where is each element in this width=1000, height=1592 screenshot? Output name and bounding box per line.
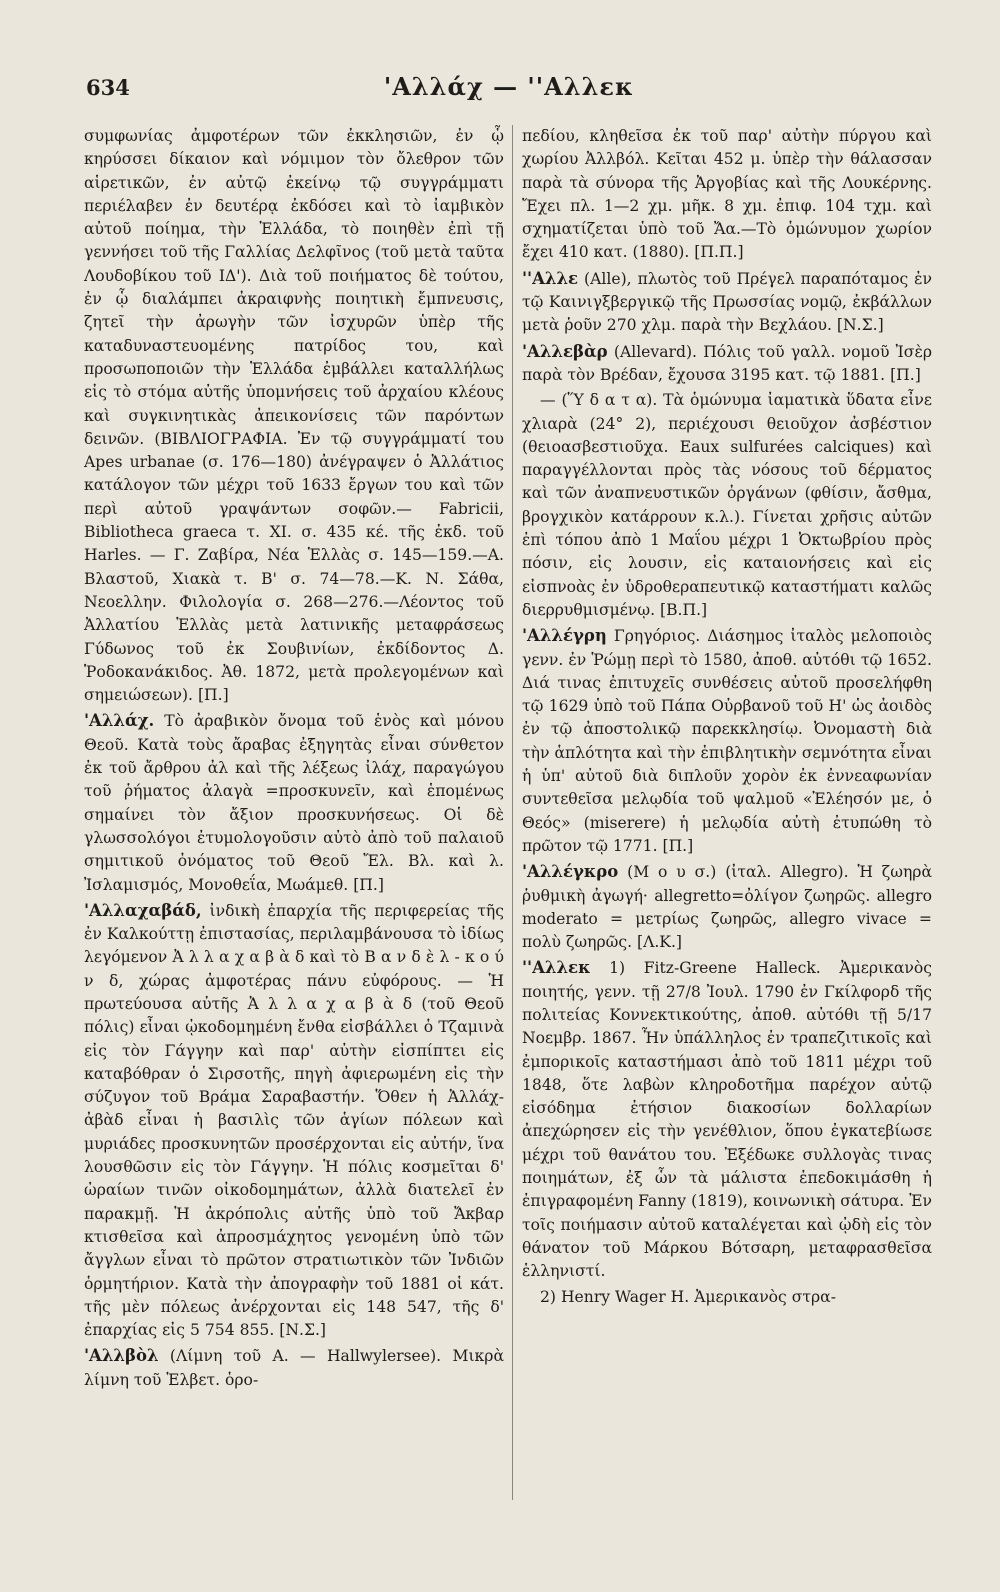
- entry-allevard-waters: [522, 389, 932, 622]
- right-column: [522, 125, 932, 1309]
- entry-text: πεδίου, κληθεῖσα ἐκ τοῦ παρ' αὐτὴν πύργου καὶ χωρίου Ἀλλβόλ. Κεῖται 452 μ. ὑπὲρ τὴν θάλασσαν παρὰ τὰ σύνορα τῆς Ἀργοβίας καὶ τῆς Λουκέρνης. Ἔχει πλ. 1—2 χμ. μῆκ. 8 χμ. ἐπιφ. 104 τχμ. καὶ σχηματίζεται ὑπὸ τοῦ Ἄα.—Τὸ ὁμώνυμον χωρίον ἔχει 410 κατ. (1880). [Π.Π.]: [522, 127, 932, 262]
- entry-continuation: [522, 125, 932, 265]
- left-column: [84, 125, 504, 1392]
- entry-alle: [522, 267, 932, 338]
- page-number: 634: [86, 75, 130, 100]
- entry-halleck-2: [522, 1286, 932, 1309]
- entry-headword: 'Αλλέγρη: [522, 626, 607, 646]
- entry-text: — (Ὕ δ α τ α). Τὰ ὁμώνυμα ἰαματικὰ ὕδατα εἶνε χλιαρὰ (24° 2), περιέχουσι θειοῦχον ἀσβέστιον (θειοασβεστιοῦχα. Eaux sulfurées calciques) καὶ παραγγέλλονται πρὸς τὰς νόσους τοῦ δέρματος καὶ τῶν ἀναπνευστικῶν ὀργάνων (φθίσιν, ἄσθμα, βρογχικὸν κατάρρουν κ.λ.). Γίνεται χρῆσις αὐτῶν ἐπὶ τόπου ἀπὸ 1 Μαΐου μέχρι 1 Ὀκτωβρίου πρὸς πόσιν, εἰς λουσιν, εἰς καταιονήσεις καὶ εἰς εἰσπνοὰς ἐν ὑδροθεραπευτικῷ καταστήματι καλῶς διερρυθμισμένῳ. [Β.Π.]: [522, 391, 932, 619]
- entry-headword: 'Αλλβὸλ: [84, 1346, 159, 1366]
- running-head: 'Αλλάχ — ''Αλλεκ: [383, 72, 634, 101]
- entry-allbol: [84, 1344, 504, 1392]
- entry-text: Τὸ ἀραβικὸν ὄνομα τοῦ ἑνὸς καὶ μόνου Θεοῦ. Κατὰ τοὺς ἄραβας ἐξηγητὰς εἶναι σύνθετον ἐκ τοῦ ἄρθρου ἀλ καὶ τῆς λέξεως ἰλάχ, παραγώγου τοῦ ῥήματος ἀλαγὰ =προσκυνεῖν, καὶ ἑπομένως σημαίνει τὸν ἄξιον προσκυνήσεως. Οἱ δὲ γλωσσολόγοι ἐτυμολογοῦσιν αὐτὸ ἀπὸ τοῦ παλαιοῦ σημιτικοῦ ὀνόματος τοῦ Θεοῦ Ἔλ. Βλ. καὶ λ. Ἰσλαμισμός, Μονοθεΐα, Μωάμεθ. [Π.]: [84, 712, 504, 894]
- entry-text: (Allevard). Πόλις τοῦ γαλλ. νομοῦ Ἰσὲρ παρὰ τὸν Βρέδαν, ἔχουσα 3195 κατ. τῷ 1881. [Π.]: [522, 342, 932, 384]
- entry-allegri: [522, 624, 932, 858]
- page-header: [86, 72, 928, 106]
- entry-headword: 'Αλλαχαβάδ,: [84, 900, 202, 920]
- entry-allevard: [522, 340, 932, 388]
- entry-text: 1) Fitz-Greene Halleck. Ἀμερικανὸς ποιητής, γενν. τῇ 27/8 Ἰουλ. 1790 ἐν Γκίλφορδ τῆς πολιτείας Κοννεκτικούτης, ἀποθ. αὐτόθι τῇ 5/17 Νοεμβρ. 1867. Ἦν ὑπάλληλος ἐν τραπεζιτικοῖς καὶ ἐμπορικοῖς καταστήμασι ἀπὸ τοῦ 1811 μέχρι τοῦ 1848, ὅτε λαβὼν κληροδοτῆμα παρέχον αὐτῷ εἰσόδημα ἐτήσιον διακοσίων δολλαρίων ἀπεχώρησεν εἰς τὴν γενέθλιον, ὅπου ἐγκατεβίωσε μέχρι τοῦ θανάτου του. Ἐξέδωκε συλλογὰς τινας ποιημάτων, ἐξ ὧν τὰ μάλιστα ἐπεδοκιμάσθη ἡ ἐπιγραφομένη Fanny (1819), κοινωνικὴ σάτυρα. Ἐν τοῖς ποιήμασιν αὐτοῦ καταλέγεται καὶ ᾠδὴ εἰς τὸν θάνατον τοῦ Μάρκου Βότσαρη, μεταφρασθεῖσα ἑλληνιστί.: [522, 959, 932, 1281]
- entry-allachabad: [84, 899, 504, 1343]
- entry-headword: ''Αλλε: [522, 268, 579, 288]
- entry-allach: [84, 709, 504, 896]
- entry-headword: 'Αλλέγκρο: [522, 862, 619, 882]
- entry-headword: ''Αλλεκ: [522, 958, 591, 978]
- entry-text: (Λίμνη τοῦ Α. — Hallwylersee). Μικρὰ λίμνη τοῦ Ἑλβετ. ὁρο-: [84, 1347, 504, 1389]
- entry-text: (Μ ο υ σ.) (ἰταλ. Allegro). Ἡ ζωηρὰ ῥυθμικὴ ἀγωγή· allegretto=ὀλίγον ζωηρῶς. allegro moderato = μετρίως ζωηρῶς, allegro vivace = πολὺ ζωηρῶς. [Λ.Κ.]: [522, 863, 932, 952]
- entry-continuation: [84, 125, 504, 707]
- entry-text: (Alle), πλωτὸς τοῦ Πρέγελ παραπόταμος ἐν τῷ Καινιγξβεργικῷ τῆς Πρωσσίας νομῷ, ἐκβάλλων μετὰ ῥοῦν 270 χλμ. παρὰ τὴν Βεχλάου. [Ν.Σ.]: [522, 269, 932, 335]
- entry-allegro: [522, 860, 932, 954]
- entry-text: ἰνδικὴ ἐπαρχία τῆς περιφερείας τῆς ἐν Καλκούττῃ ἐπιστασίας, περιλαμβάνουσα τὸ ἰδίως λεγόμενον Ἀ λ λ α χ α β ὰ δ καὶ τὸ Β α ν δ ὲ λ - κ ο ύ ν δ, χώρας ἀμφοτέρας πάνυ εὐφόρους. — Ἡ πρωτεύουσα αὐτῆς Ἀ λ λ α χ α β ὰ δ (τοῦ Θεοῦ πόλις) εἶναι ᾠκοδομημένη ἔνθα εἰσβάλλει ὁ Τζαμινὰ εἰς τὸν Γάγγην καὶ παρ' αὐτὴν εἰσπίπτει εἰς καταβόθραν ὁ Σιρσοτῆς, πηγὴ ἀφιερωμένη εἰς τὴν σύζυγον τοῦ Βράμα Σαραβαστήν. Ὅθεν ἡ Ἀλλάχ-ἀβὰδ εἶναι ἡ βασιλὶς τῶν ἁγίων πόλεων καὶ μυριάδες προσκυνητῶν προσέρχονται εἰς αὐτήν, ἵνα λουσθῶσιν εἰς τὸν Γάγγην. Ἡ πόλις κοσμεῖται δ' ὡραίων τινῶν οἰκοδομημάτων, ἀλλὰ διατελεῖ ἐν παρακμῇ. Ἡ ἀκρόπολις αὐτῆς ὑπὸ τοῦ Ἄκβαρ κτισθεῖσα καὶ ἀπροσμάχητος γενομένη ὑπὸ τῶν ἄγγλων εἶναι τὸ πρῶτον στρατιωτικὸν τῶν Ἰνδιῶν ὁρμητήριον. Κατὰ τὴν ἀπογραφὴν τοῦ 1881 οἱ κάτ. τῆς μὲν πόλεως ἀνέρχονται εἰς 148 547, τῆς δ' ἐπαρχίας εἰς 5 754 855. [Ν.Σ.]: [84, 901, 504, 1340]
- entry-headword: 'Αλλάχ.: [84, 711, 155, 731]
- entry-text: συμφωνίας ἀμφοτέρων τῶν ἐκκλησιῶν, ἐν ᾧ κηρύσσει δίκαιον καὶ νόμιμον τὸν ὄλεθρον τῶν αἱρετικῶν, ἐν αὐτῷ ἐκείνῳ τῷ συγγράμματι περιέλαβεν ἐν δευτέρᾳ ἐκδόσει καὶ τὸ ἰαμβικὸν αὐτοῦ ποίημα, τὴν Ἑλλάδα, τὸ ποιηθὲν ἐπὶ τῇ γεννήσει τοῦ τῆς Γαλλίας Δελφῖνος (τοῦ μετὰ ταῦτα Λουδοβίκου τοῦ ΙΔ'). Διὰ τοῦ ποιήματος δὲ τούτου, ἐν ᾧ διαλάμπει ἀκραιφνὴς ποιητικὴ ἔμπνευσις, ζητεῖ τὴν ἀρωγὴν τῶν ἰσχυρῶν ὑπὲρ τῆς καταδυναστευομένης πατρίδος του, καὶ προσωποποιῶν τὴν Ἑλλάδα ἐμβάλλει καταλλήλως εἰς τὸ στόμα αὐτῆς ὑπομνήσεις τοῦ ἀρχαίου κλέους καὶ συγκινητικὰς ἀπεικονίσεις τῶν παρόντων δεινῶν. (ΒΙΒΛΙΟΓΡΑΦΙΑ. Ἐν τῷ συγγράμματί του Apes urbanae (σ. 176—180) ἀνέγραψεν ὁ Ἀλλάτιος κατάλογον τῶν μέχρι τοῦ 1633 ἔργων του καὶ τῶν περὶ αὐτοῦ γραψάντων σοφῶν.— Fabricii, Bibliotheca graeca τ. ΧΙ. σ. 435 κέ. τῆς ἐκδ. τοῦ Harles. — Γ. Ζαβίρα, Νέα Ἑλλὰς σ. 145—159.—Α. Βλαστοῦ, Χιακὰ τ. Β' σ. 74—78.—Κ. Ν. Σάθα, Νεοελλην. Φιλολογία σ. 268—276.—Λέοντος τοῦ Ἀλλατίου Ἑλλὰς μετὰ λατινικῆς μεταφράσεως Γύδωνος τοῦ ἐκ Σουβινίων, ἐκδίδοντος Δ. Ῥοδοκανάκιδος. Ἀθ. 1872, μετὰ προλεγομένων καὶ σημειώσεων). [Π.]: [84, 127, 504, 705]
- entry-halleck: [522, 956, 932, 1283]
- entry-headword: 'Αλλεβὰρ: [522, 341, 608, 361]
- entry-text: Γρηγόριος. Διάσημος ἰταλὸς μελοποιὸς γενν. ἐν Ῥώμῃ περὶ τὸ 1580, ἀποθ. αὐτόθι τῷ 1652. Διά τινας ἐπιτυχεῖς συνθέσεις αὐτοῦ προσελήφθη τῷ 1629 ὑπὸ τοῦ Πάπα Οὐρβανοῦ τοῦ Η' ὡς ἀοιδὸς ἐν τῷ ἀποστολικῷ παρεκκλησίῳ. Ὀνομαστὴ διὰ τὴν ἁπλότητα καὶ τὴν ἐπιβλητικὴν σεμνότητα εἶναι ἡ ὑπ' αὐτοῦ διὰ διπλοῦν χορὸν ἐκ ἐννεαφωνίαν συντεθεῖσα μελῳδία τοῦ ψαλμοῦ «Ἐλέησόν με, ὁ Θεός» (miserere) ἡ μελῳδία αὐτὴ ἐτυπώθη τὸ πρῶτον τῷ 1771. [Π.]: [522, 627, 932, 855]
- entry-text: 2) Henry Wager H. Ἀμερικανὸς στρα-: [540, 1287, 836, 1306]
- column-divider: [512, 125, 513, 1500]
